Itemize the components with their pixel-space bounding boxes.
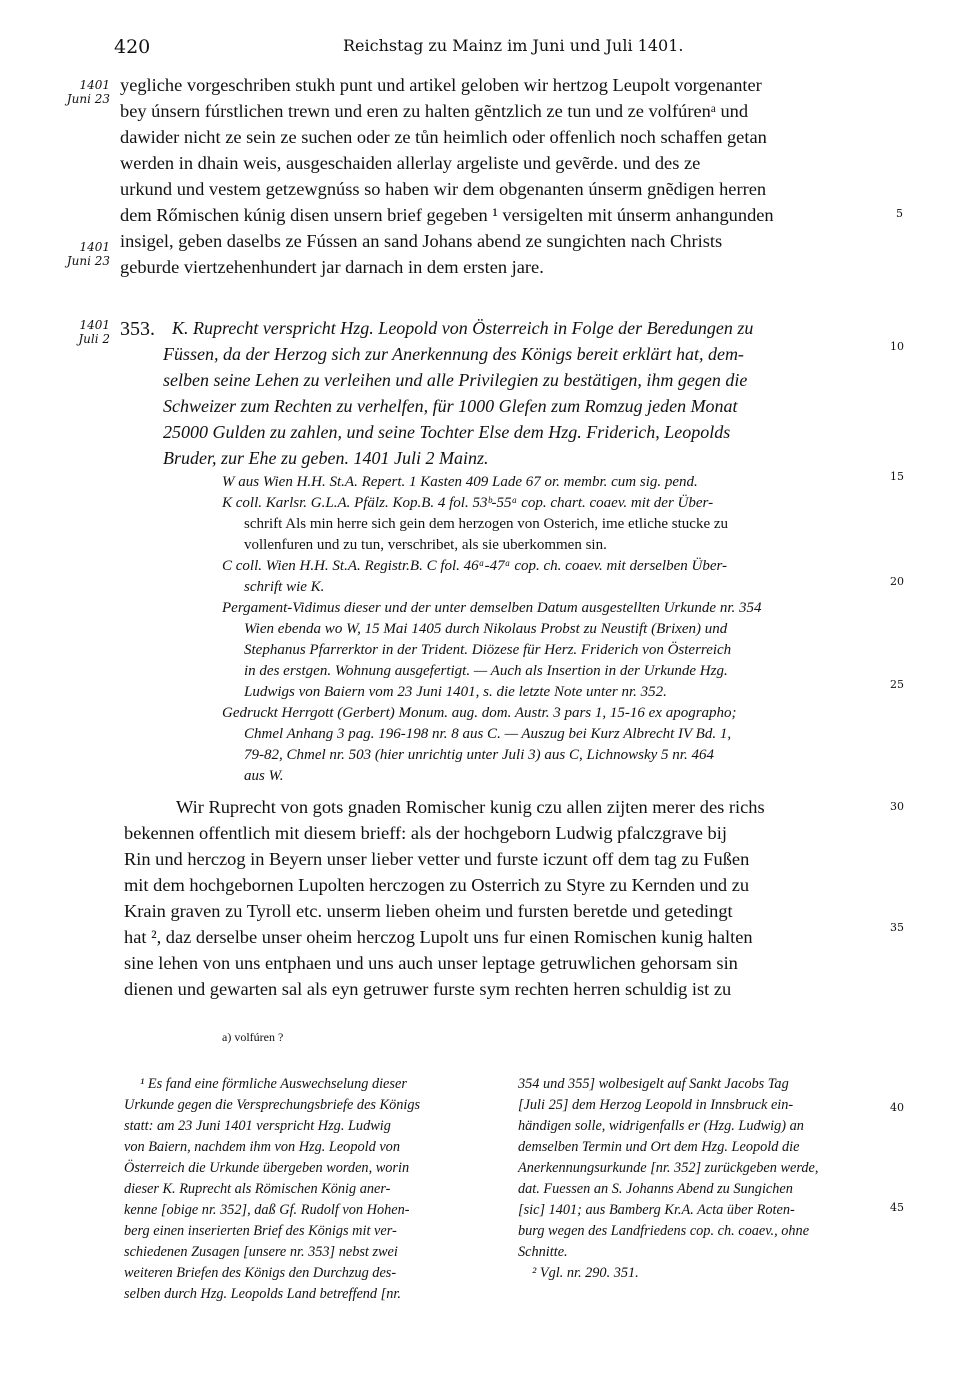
source-line: Pergament-Vidimus dieser und der unter demselben Datum ausgestellten Urkunde nr. 354 xyxy=(222,600,762,616)
text-line: sine lehen von uns entphaen und uns auch unser leptage getruwlichen gehorsam sin xyxy=(124,953,738,973)
source-line: 79-82, Chmel nr. 503 (hier unrichtig unter Juli 3) aus C, Lichnowsky 5 nr. 464 xyxy=(244,747,714,763)
apparatus-note: a) volfúren ? xyxy=(222,1030,284,1044)
heading-line: Schweizer zum Rechten zu verhelfen, für 1000 Glefen zum Romzug jeden Monat xyxy=(163,396,738,416)
text-line: mit dem hochgebornen Lupolten herczogen zu Osterrich zu Styre zu Kernden und zu xyxy=(124,875,750,895)
footnote-line: 354 und 355] wolbesigelt auf Sankt Jacobs Tag xyxy=(518,1076,789,1092)
footnote-line: selben durch Hzg. Leopolds Land betreffend [nr. xyxy=(124,1286,401,1302)
text-line: dem Rőmischen kúnig disen unsern brief gegeben ¹ versigelten mit únserm anhangunden xyxy=(120,205,774,225)
footnote-line: dat. Fuessen an S. Johanns Abend zu Sungichen xyxy=(518,1181,793,1197)
line-number: 5 xyxy=(896,207,903,220)
text-line: bey únsern fúrstlichen trewn und eren zu halten gẽntzlich ze tun und ze volfúrenᵃ und xyxy=(120,101,749,121)
footnote-line: weiteren Briefen des Königs den Durchzug des- xyxy=(124,1265,397,1281)
line-number: 25 xyxy=(890,678,904,691)
line-number: 40 xyxy=(890,1101,904,1114)
footnote-line: Schnitte. xyxy=(518,1244,568,1260)
footnote-line: Österreich die Urkunde übergeben worden, worin xyxy=(124,1160,410,1176)
heading-line: K. Ruprecht verspricht Hzg. Leopold von Österreich in Folge der Beredungen zu xyxy=(172,318,754,338)
footnote-line: demselben Termin und Ort dem Hzg. Leopold die xyxy=(518,1139,800,1155)
source-line: schrift Als min herre sich gein dem herzogen von Osterich, ime etliche stucke zu xyxy=(244,516,729,532)
text-line: urkund und vestem getzewgnúss so haben wir dem obgenanten únserm gnẽdigen herren xyxy=(120,179,767,199)
footnote-line: berg einen inserierten Brief des Königs mit ver- xyxy=(124,1223,397,1239)
heading-line: selben seine Lehen zu verleihen und alle Privilegien zu bestätigen, ihm gegen die xyxy=(163,370,748,390)
text-line: bekennen offentlich mit diesem brieff: als der hochgeborn Ludwig pfalczgrave bij xyxy=(124,823,727,843)
footnote-line: händigen solle, widrigenfalls er (Hzg. Ludwig) an xyxy=(518,1118,804,1134)
source-line: Ludwigs von Baiern vom 23 Juni 1401, s. die letzte Note unter nr. 352. xyxy=(244,684,667,700)
footnote-line: dieser K. Ruprecht als Römischen König aner- xyxy=(124,1181,391,1197)
margin-date-1: 1401 Juni 23 xyxy=(66,78,110,106)
text-line: dawider nicht ze sein ze suchen oder ze tůn heimlich oder offenlich noch schaffen getan xyxy=(120,127,767,147)
source-line: vollenfuren und zu tun, verschribet, als sie uberkommen sin. xyxy=(244,537,607,553)
source-line: Wien ebenda wo W, 15 Mai 1405 durch Nikolaus Probst zu Neustift (Brixen) und xyxy=(244,621,728,637)
text-line: insigel, geben daselbs ze Fússen an sand Johans abend ze sungichten nach Christs xyxy=(120,231,723,251)
text-line: yegliche vorgeschriben stukh punt und artikel geloben wir hertzog Leupolt vorgenanter xyxy=(120,75,762,95)
footnote-line: burg wegen des Landfriedens cop. ch. coaev., ohne xyxy=(518,1223,810,1239)
footnote-line: statt: am 23 Juni 1401 verspricht Hzg. Ludwig xyxy=(124,1118,391,1134)
heading-line: Füssen, da der Herzog sich zur Anerkennung des Königs bereit erklärt hat, dem- xyxy=(163,344,744,364)
source-line: W aus Wien H.H. St.A. Repert. 1 Kasten 409 Lade 67 or. membr. cum sig. pend. xyxy=(222,474,698,490)
footnote-line: Anerkennungsurkunde [nr. 352] zurückgeben werde, xyxy=(518,1160,819,1176)
source-line: Gedruckt Herrgott (Gerbert) Monum. aug. dom. Austr. 3 pars 1, 15-16 ex apographo; xyxy=(222,705,737,721)
line-number: 35 xyxy=(890,921,904,934)
source-line: C coll. Wien H.H. St.A. Registr.B. C fol. 46ᵃ-47ᵃ cop. ch. coaev. mit derselben Über- xyxy=(222,558,728,574)
source-line: Chmel Anhang 3 pag. 196-198 nr. 8 aus C. — Auszug bei Kurz Albrecht IV Bd. 1, xyxy=(244,726,732,742)
document-number: 353. xyxy=(120,318,155,340)
text-line: Rin und herczog in Beyern unser lieber vetter und furste iczunt off dem tag zu Fußen xyxy=(124,849,750,869)
source-line: aus W. xyxy=(244,768,284,784)
source-line: K coll. Karlsr. G.L.A. Pfälz. Kop.B. 4 fol. 53ᵇ-55ᵃ cop. chart. coaev. mit der Über- xyxy=(222,495,714,511)
line-number: 15 xyxy=(890,470,904,483)
page-number: 420 xyxy=(114,36,151,58)
text-line: Krain graven zu Tyroll etc. unserm lieben oheim und fursten beretde und getedingt xyxy=(124,901,733,921)
heading-line: Bruder, zur Ehe zu geben. 1401 Juli 2 Mainz. xyxy=(163,448,489,468)
footnote-line: ² Vgl. nr. 290. 351. xyxy=(532,1265,639,1281)
text-line: Wir Ruprecht von gots gnaden Romischer kunig czu allen zijten merer des richs xyxy=(176,797,765,817)
text-line: werden in dhain weis, ausgeschaiden allerlay argeliste und gevẽrde. und des ze xyxy=(120,153,701,173)
footnote-line: Urkunde gegen die Versprechungsbriefe des Königs xyxy=(124,1097,421,1113)
text-line: geburde viertzehenhundert jar darnach in dem ersten jare. xyxy=(120,257,544,277)
margin-date-3: 1401 Juli 2 xyxy=(78,318,110,346)
text-line: hat ², daz derselbe unser oheim herczog Lupolt uns fur einen Romischen kunig halten xyxy=(124,927,753,947)
footnote-line: ¹ Es fand eine förmliche Auswechselung dieser xyxy=(140,1076,407,1092)
line-number: 10 xyxy=(890,340,904,353)
heading-line: 25000 Gulden zu zahlen, und seine Tochter Else dem Hzg. Friderich, Leopolds xyxy=(163,422,731,442)
footnote-line: [sic] 1401; aus Bamberg Kr.A. Acta über Roten- xyxy=(518,1202,795,1218)
footnote-line: schiedenen Zusagen [unsere nr. 353] nebst zwei xyxy=(124,1244,398,1260)
source-line: Stephanus Pfarrerktor in der Trident. Diözese für Herz. Friderich von Österreich xyxy=(244,642,732,658)
footnote-line: von Baiern, nachdem ihm von Hzg. Leopold von xyxy=(124,1139,400,1155)
footnote-line: kenne [obige nr. 352], daß Gf. Rudolf von Hohen- xyxy=(124,1202,410,1218)
line-number: 45 xyxy=(890,1201,904,1214)
line-number: 30 xyxy=(890,800,904,813)
source-line: schrift wie K. xyxy=(244,579,325,595)
line-number: 20 xyxy=(890,575,904,588)
text-line: dienen und gewarten sal als eyn getruwer furste sym rechten herren schuldig ist zu xyxy=(124,979,732,999)
footnote-line: [Juli 25] dem Herzog Leopold in Innsbruck ein- xyxy=(518,1097,794,1113)
source-line: in des erstgen. Wohnung ausgefertigt. — Auch als Insertion in der Urkunde Hzg. xyxy=(244,663,728,679)
margin-date-2: 1401 Juni 23 xyxy=(66,240,110,268)
running-title: Reichstag zu Mainz im Juni und Juli 1401. xyxy=(343,36,684,55)
